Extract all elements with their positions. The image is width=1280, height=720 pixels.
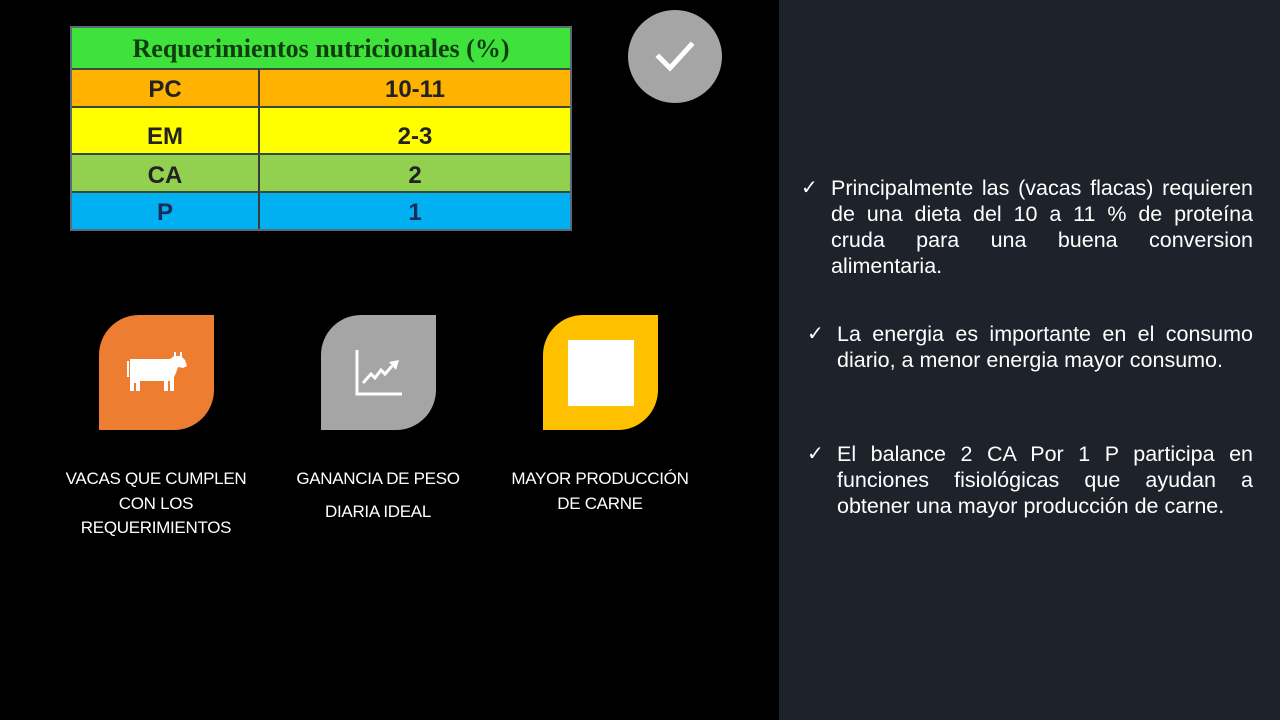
check-bullet-icon: ✓ [807,323,824,345]
tile-cows [99,315,214,430]
bullet-text: El balance 2 CA Por 1 P participa en funciones fisiológicas que ayudan a obtener una mayor producción de carne. [837,442,1253,518]
square-icon [568,340,634,406]
cow-icon [126,351,188,395]
check-circle [628,10,722,103]
table-row [72,70,570,108]
table-row [72,108,570,155]
row-key: EM [72,108,260,153]
table-row [72,193,570,229]
row-value: 1 [408,199,422,226]
row-value: 10-11 [384,76,446,103]
bullet-text: La energia es importante en el consumo diario, a menor energia mayor consumo. [837,322,1253,372]
bullet-balance [807,441,1253,519]
table-row [72,155,570,193]
bullet-text: Principalmente las (vacas flacas) requieren de una dieta del 10 a 11 % de proteína cruda para una buena conversion alimentaria. [831,176,1253,278]
tile-label-cows: VACAS QUE CUMPLEN CON LOS REQUERIMIENTOS [65,469,247,537]
tile-meat-production [543,315,658,430]
growth-chart-icon [354,348,404,398]
row-key: P [72,193,260,229]
check-bullet-icon: ✓ [801,177,818,199]
row-value: 2-3 [397,123,433,150]
nutrition-requirements-table [70,26,572,231]
tile-label-meat-production: MAYOR PRODUCCIÓN DE CARNE [511,469,689,513]
tile-label-weight-gain: GANANCIA DE PESO DIARIA IDEAL [296,469,460,521]
table-title: Requerimientos nutricionales (%) [72,28,570,70]
check-bullet-icon: ✓ [807,443,824,465]
row-value: 2 [408,162,422,189]
checkmark-icon [655,37,695,77]
row-key: CA [72,155,260,191]
bullet-energy [807,321,1253,373]
tile-weight-gain [321,315,436,430]
row-key: PC [72,70,260,106]
bullet-protein [801,175,1253,279]
